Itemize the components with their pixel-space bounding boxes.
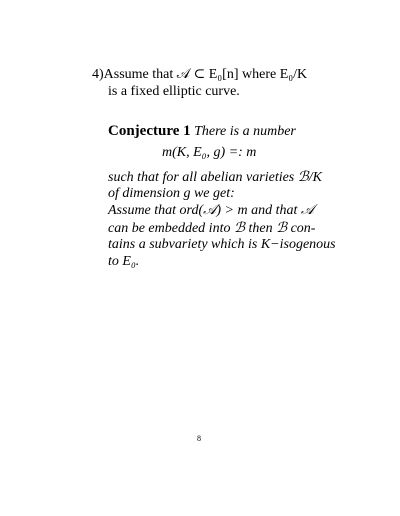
conjecture-label: Conjecture 1 [108,123,191,139]
item-4-line-1: 4)Assume that 𝒜 ⊂ E₀[n] where E₀/K [92,67,308,82]
conjecture-line-1: such that for all abelian varieties ℬ/K [108,170,322,185]
conjecture-heading [108,123,296,140]
conjecture-line-6: to E₀. [108,254,140,269]
conjecture-line-3: Assume that ord(𝒜) > m and that 𝒜 [108,203,315,218]
page-number: 8 [197,434,201,443]
conjecture-line-4: can be embedded into ℬ then ℬ con- [108,221,316,236]
conjecture-line-2: of dimension g we get: [108,186,235,201]
conjecture-line-5: tains a subvariety which is K−isogenous [108,237,336,252]
conjecture-intro: There is a number [194,124,296,139]
item-4-line-2: is a fixed elliptic curve. [108,84,240,99]
conjecture-formula: m(K, E₀, g) =: m [162,145,257,160]
